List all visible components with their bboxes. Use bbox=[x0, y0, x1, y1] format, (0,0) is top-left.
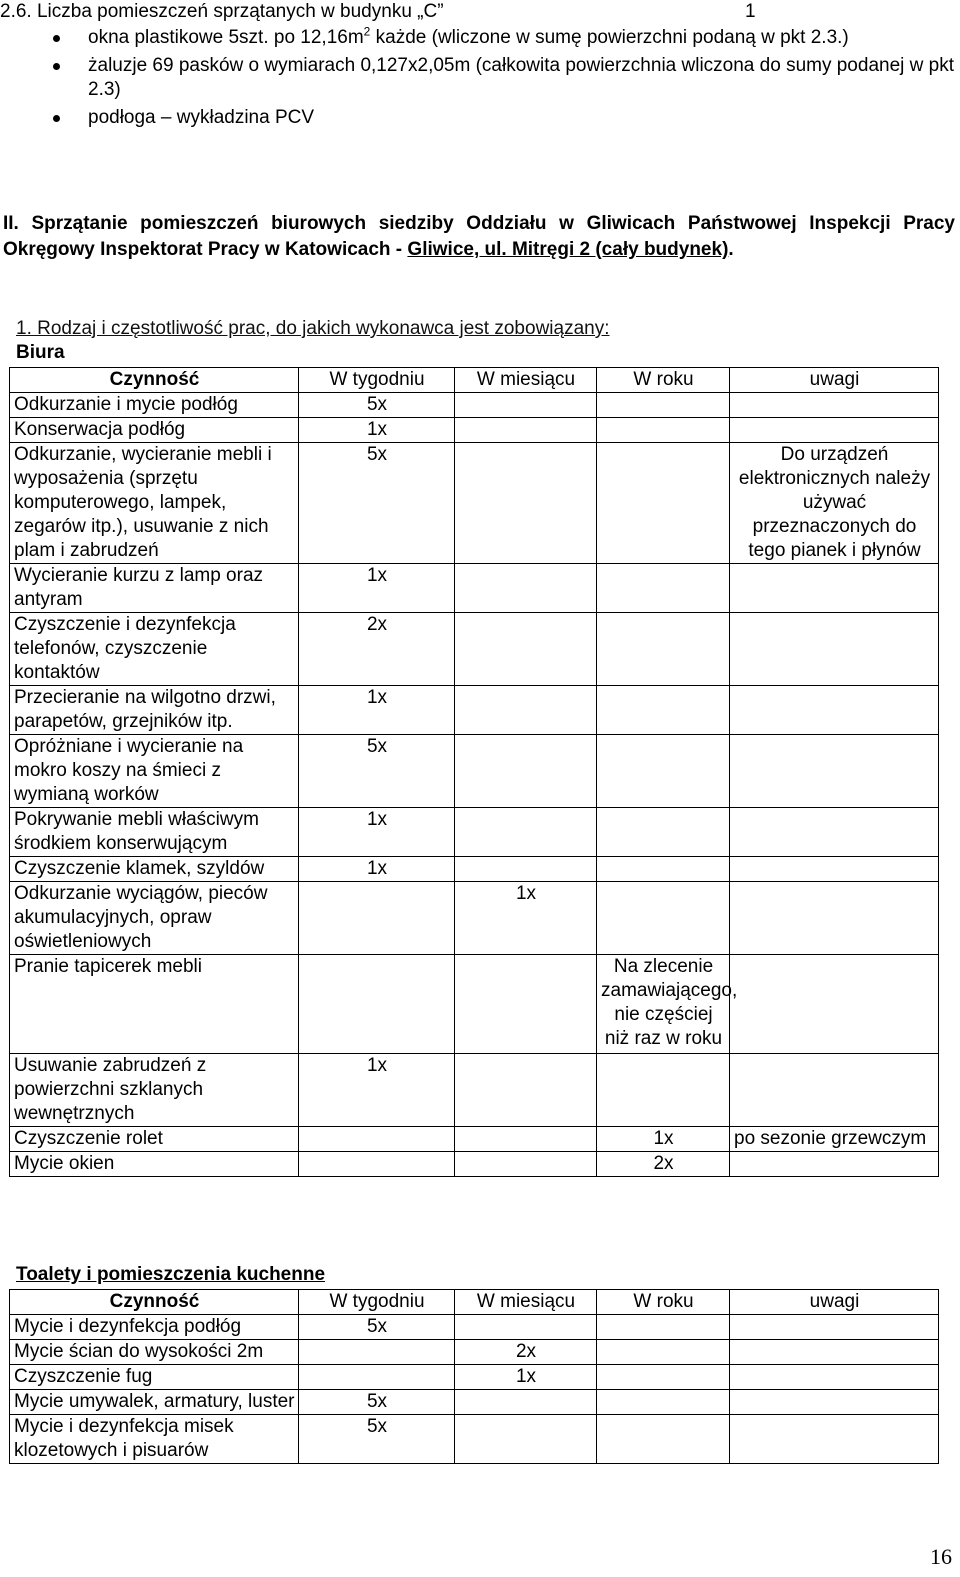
page-number: 16 bbox=[930, 1544, 952, 1569]
cell-week bbox=[299, 882, 455, 955]
col-header-notes: uwagi bbox=[730, 1290, 939, 1315]
cell-notes bbox=[730, 955, 939, 1054]
cell-week bbox=[299, 1127, 455, 1152]
table-row bbox=[10, 1315, 939, 1340]
cell-year bbox=[597, 418, 730, 443]
cell-week: 5x bbox=[299, 1415, 455, 1464]
cell-task: Pokrywanie mebli właściwym środkiem konserwującym bbox=[10, 808, 299, 857]
cell-month bbox=[455, 1415, 597, 1464]
table-row bbox=[10, 1127, 939, 1152]
bullet-item-windows bbox=[45, 26, 955, 50]
col-header-notes: uwagi bbox=[730, 368, 939, 393]
cell-task: Odkurzanie i mycie podłóg bbox=[10, 393, 299, 418]
bullet-text-cont: każde (wliczone w sumę powierzchni podaną w pkt 2.3.) bbox=[370, 27, 849, 48]
cell-task: Czyszczenie fug bbox=[10, 1365, 299, 1390]
cell-year bbox=[597, 1054, 730, 1127]
cell-task: Mycie i dezynfekcja podłóg bbox=[10, 1315, 299, 1340]
cell-year: 1x bbox=[597, 1127, 730, 1152]
cell-year bbox=[597, 393, 730, 418]
toilets-table bbox=[9, 1289, 939, 1464]
cell-notes bbox=[730, 1415, 939, 1464]
cell-notes bbox=[730, 393, 939, 418]
col-header-year: W roku bbox=[597, 368, 730, 393]
table-row bbox=[10, 418, 939, 443]
cell-notes bbox=[730, 1390, 939, 1415]
cell-month bbox=[455, 857, 597, 882]
cell-year bbox=[597, 1365, 730, 1390]
cell-task: Pranie tapicerek mebli bbox=[10, 955, 299, 1054]
bullet-text: żaluzje 69 pasków o wymiarach 0,127x2,05m (całkowita powierzchnia wliczona do sumy podanej w pkt 2.3) bbox=[88, 55, 954, 100]
cell-notes bbox=[730, 735, 939, 808]
section-2-6-title: 2.6. Liczba pomieszczeń sprzątanych w budynku „C” bbox=[0, 1, 444, 22]
table-row bbox=[10, 686, 939, 735]
cell-month: 2x bbox=[455, 1340, 597, 1365]
cell-month bbox=[455, 955, 597, 1054]
cell-week bbox=[299, 1340, 455, 1365]
section-ii-tail: . bbox=[728, 239, 734, 260]
table-row bbox=[10, 882, 939, 955]
bullet-dot-icon bbox=[53, 35, 60, 42]
cell-week: 1x bbox=[299, 686, 455, 735]
table-row bbox=[10, 613, 939, 686]
table-row bbox=[10, 393, 939, 418]
section-ii-lead: II. Sprzątanie pomieszczeń biurowych siedziby Oddziału w Gliwicach Państwowej Inspekcji Pracy Okręgowy Inspektorat Pracy w Katowicach - bbox=[3, 213, 955, 260]
cell-month bbox=[455, 613, 597, 686]
cell-year bbox=[597, 857, 730, 882]
cell-notes bbox=[730, 686, 939, 735]
table-row bbox=[10, 808, 939, 857]
cell-week: 1x bbox=[299, 857, 455, 882]
bullet-item-floor bbox=[45, 106, 955, 130]
cell-month bbox=[455, 1152, 597, 1177]
cell-week: 5x bbox=[299, 735, 455, 808]
cell-month bbox=[455, 1390, 597, 1415]
cell-task: Odkurzanie, wycieranie mebli i wyposażenia (sprzętu komputerowego, lampek, zegarów itp.), usuwanie z nich plam i zabrudzeń bbox=[10, 443, 299, 564]
subsection-1-title: 1. Rodzaj i częstotliwość prac, do jakich wykonawca jest zobowiązany: bbox=[16, 318, 610, 339]
cell-month bbox=[455, 564, 597, 613]
cell-month bbox=[455, 808, 597, 857]
cell-notes bbox=[730, 882, 939, 955]
bullet-text: okna plastikowe 5szt. po 12,16m bbox=[88, 27, 364, 48]
cell-notes bbox=[730, 564, 939, 613]
cell-month: 1x bbox=[455, 1365, 597, 1390]
bullet-item-blinds bbox=[45, 54, 955, 102]
table-row bbox=[10, 1415, 939, 1464]
table-row bbox=[10, 1365, 939, 1390]
cell-week: 1x bbox=[299, 418, 455, 443]
table-row bbox=[10, 955, 939, 1054]
cell-week bbox=[299, 955, 455, 1054]
cell-year bbox=[597, 882, 730, 955]
cell-task: Usuwanie zabrudzeń z powierzchni szklanych wewnętrznych bbox=[10, 1054, 299, 1127]
table-row bbox=[10, 443, 939, 564]
table-row bbox=[10, 735, 939, 808]
cell-notes bbox=[730, 418, 939, 443]
cell-month bbox=[455, 1054, 597, 1127]
cell-notes bbox=[730, 613, 939, 686]
table-header-row bbox=[10, 1290, 939, 1315]
cell-month bbox=[455, 686, 597, 735]
cell-month bbox=[455, 1315, 597, 1340]
cell-week: 5x bbox=[299, 1315, 455, 1340]
cell-week: 1x bbox=[299, 808, 455, 857]
col-header-year: W roku bbox=[597, 1290, 730, 1315]
offices-table bbox=[9, 367, 939, 1177]
cell-month bbox=[455, 393, 597, 418]
col-header-month: W miesiącu bbox=[455, 368, 597, 393]
cell-task: Konserwacja podłóg bbox=[10, 418, 299, 443]
cell-week: 5x bbox=[299, 443, 455, 564]
table-row bbox=[10, 857, 939, 882]
cell-notes: po sezonie grzewczym bbox=[730, 1127, 939, 1152]
superscript: 2 bbox=[363, 24, 371, 39]
col-header-month: W miesiącu bbox=[455, 1290, 597, 1315]
cell-year bbox=[597, 564, 730, 613]
toilets-heading: Toalety i pomieszczenia kuchenne bbox=[16, 1264, 326, 1285]
cell-year bbox=[597, 613, 730, 686]
cell-week: 1x bbox=[299, 564, 455, 613]
cell-year bbox=[597, 1390, 730, 1415]
col-header-task: Czynność bbox=[10, 1290, 299, 1315]
cell-task: Czyszczenie i dezynfekcja telefonów, czyszczenie kontaktów bbox=[10, 613, 299, 686]
cell-year bbox=[597, 735, 730, 808]
table-row bbox=[10, 1390, 939, 1415]
col-header-week: W tygodniu bbox=[299, 368, 455, 393]
cell-task: Czyszczenie rolet bbox=[10, 1127, 299, 1152]
cell-task: Mycie okien bbox=[10, 1152, 299, 1177]
cell-month bbox=[455, 1127, 597, 1152]
cell-notes bbox=[730, 1152, 939, 1177]
cell-task: Wycieranie kurzu z lamp oraz antyram bbox=[10, 564, 299, 613]
cell-week: 1x bbox=[299, 1054, 455, 1127]
cell-week: 5x bbox=[299, 393, 455, 418]
cell-week bbox=[299, 1152, 455, 1177]
cell-task: Przecieranie na wilgotno drzwi, parapetów, grzejników itp. bbox=[10, 686, 299, 735]
bullet-text: podłoga – wykładzina PCV bbox=[88, 107, 315, 128]
cell-week: 2x bbox=[299, 613, 455, 686]
table-row bbox=[10, 1054, 939, 1127]
cell-task: Opróżniane i wycieranie na mokro koszy na śmieci z wymianą worków bbox=[10, 735, 299, 808]
table-row bbox=[10, 564, 939, 613]
cell-notes bbox=[730, 1315, 939, 1340]
section-2-6-bullets bbox=[45, 26, 955, 130]
col-header-task: Czynność bbox=[10, 368, 299, 393]
cell-task: Czyszczenie klamek, szyldów bbox=[10, 857, 299, 882]
table-row bbox=[10, 1152, 939, 1177]
cell-notes bbox=[730, 808, 939, 857]
section-ii-address: Gliwice, ul. Mitręgi 2 (cały budynek) bbox=[407, 239, 729, 260]
section-2-6-count: 1 bbox=[745, 1, 756, 22]
cell-week: 5x bbox=[299, 1390, 455, 1415]
cell-notes bbox=[730, 857, 939, 882]
cell-year bbox=[597, 443, 730, 564]
cell-notes bbox=[730, 1054, 939, 1127]
bullet-dot-icon bbox=[53, 115, 60, 122]
cell-year bbox=[597, 1415, 730, 1464]
cell-task: Odkurzanie wyciągów, pieców akumulacyjnych, opraw oświetleniowych bbox=[10, 882, 299, 955]
cell-year bbox=[597, 686, 730, 735]
cell-year bbox=[597, 808, 730, 857]
cell-task: Mycie i dezynfekcja misek klozetowych i pisuarów bbox=[10, 1415, 299, 1464]
cell-month: 1x bbox=[455, 882, 597, 955]
cell-notes bbox=[730, 1365, 939, 1390]
cell-year bbox=[597, 1315, 730, 1340]
cell-month bbox=[455, 443, 597, 564]
cell-week bbox=[299, 1365, 455, 1390]
cell-year bbox=[597, 1340, 730, 1365]
offices-heading: Biura bbox=[16, 342, 65, 363]
table-row bbox=[10, 1340, 939, 1365]
cell-notes bbox=[730, 1340, 939, 1365]
cell-year: Na zlecenie zamawiającego, nie częściej niż raz w roku bbox=[597, 955, 730, 1054]
cell-month bbox=[455, 735, 597, 808]
cell-year: 2x bbox=[597, 1152, 730, 1177]
cell-task: Mycie ścian do wysokości 2m bbox=[10, 1340, 299, 1365]
cell-task: Mycie umywalek, armatury, luster bbox=[10, 1390, 299, 1415]
section-ii-heading bbox=[3, 211, 955, 263]
col-header-week: W tygodniu bbox=[299, 1290, 455, 1315]
cell-month bbox=[455, 418, 597, 443]
table-header-row bbox=[10, 368, 939, 393]
bullet-dot-icon bbox=[53, 63, 60, 70]
cell-notes: Do urządzeń elektronicznych należy używać przeznaczonych do tego pianek i płynów bbox=[730, 443, 939, 564]
